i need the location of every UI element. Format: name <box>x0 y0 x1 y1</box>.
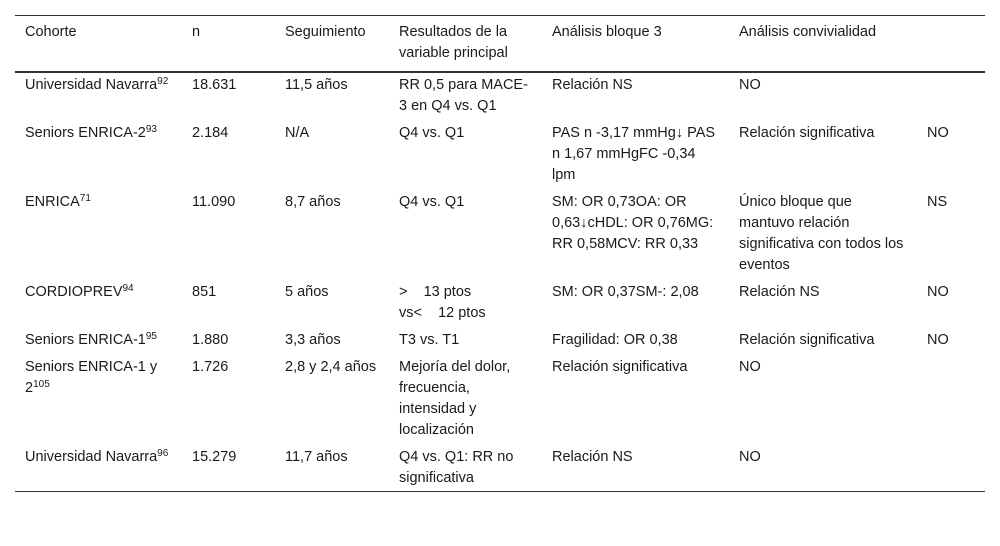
cohort-name: Universidad Navarra <box>25 77 158 93</box>
cell-n: 851 <box>192 284 217 300</box>
cohort-name: Seniors ENRICA-2 <box>25 125 146 141</box>
cell-follow: 11,5 años <box>285 77 348 93</box>
cohort-ref: 71 <box>79 193 91 204</box>
cell-block3: Relación NS <box>552 449 633 465</box>
header-row <box>15 16 985 73</box>
table-row <box>15 443 985 492</box>
cell-conv: NO <box>739 359 761 375</box>
cell-conv: NO <box>739 77 761 93</box>
result-line-2: vs< 12 ptos <box>399 305 486 321</box>
cell-result: Q4 vs. Q1 <box>399 194 465 210</box>
cell-extra: NO <box>927 332 949 348</box>
header-convivialidad: Análisis convivialidad <box>739 24 877 40</box>
table-body <box>15 72 985 492</box>
cell-block3: SM: OR 0,73OA: OR 0,63↓cHDL: OR 0,76MG: RR 0,58MCV: RR 0,33 <box>552 194 714 252</box>
cell-follow: 8,7 años <box>285 194 341 210</box>
cohort-ref: 94 <box>122 283 134 294</box>
cell-n: 15.279 <box>192 449 237 465</box>
cell-result: Q4 vs. Q1 <box>399 125 465 141</box>
cell-extra: NS <box>927 194 948 210</box>
cell-cohort <box>15 353 182 443</box>
cell-conv: NO <box>739 449 761 465</box>
cell-result: RR 0,5 para MACE-3 en Q4 vs. Q1 <box>399 77 528 114</box>
header-extra <box>917 16 985 73</box>
cell-conv: Único bloque que mantuvo relación significativa con todos los eventos <box>739 194 904 273</box>
cohort-name: CORDIOPREV <box>25 284 123 300</box>
cell-conv: Relación NS <box>739 284 820 300</box>
cell-n: 2.184 <box>192 125 229 141</box>
result-line-1: > 13 ptos <box>399 284 472 300</box>
header-resultados: Resultados de la variable principal <box>399 24 508 61</box>
cell-cohort <box>15 188 182 278</box>
cell-extra <box>917 72 985 119</box>
cell-conv: Relación significativa <box>739 125 875 141</box>
cohort-results-table <box>15 15 985 492</box>
cell-result: Q4 vs. Q1: RR no significativa <box>399 449 514 486</box>
cell-follow: 11,7 años <box>285 449 348 465</box>
cell-block3: Relación significativa <box>552 359 688 375</box>
cell-cohort <box>15 72 182 119</box>
table-row <box>15 119 985 188</box>
cohort-ref: 105 <box>33 379 50 390</box>
cohort-ref: 93 <box>145 124 157 135</box>
header-cohorte: Cohorte <box>25 24 77 40</box>
cohort-name: Seniors ENRICA-1 y 2 <box>25 359 158 396</box>
cohort-ref: 96 <box>157 448 169 459</box>
cohort-name: ENRICA <box>25 194 80 210</box>
cell-cohort <box>15 278 182 326</box>
cell-block3: PAS n -3,17 mmHg↓ PAS n 1,67 mmHgFC -0,34 lpm <box>552 125 716 183</box>
cohort-name: Seniors ENRICA-1 <box>25 332 146 348</box>
cell-n: 1.726 <box>192 359 229 375</box>
cohort-ref: 95 <box>145 331 157 342</box>
cell-result: Mejoría del dolor, frecuencia, intensidad y localización <box>399 359 511 438</box>
cell-result: T3 vs. T1 <box>399 332 460 348</box>
cell-result <box>389 278 542 326</box>
table-header <box>15 16 985 73</box>
header-n: n <box>192 24 201 40</box>
cell-extra: NO <box>927 284 949 300</box>
table-row <box>15 72 985 119</box>
cell-block3: Relación NS <box>552 77 633 93</box>
results-table-container <box>15 15 985 492</box>
cell-extra <box>917 443 985 492</box>
cell-follow: N/A <box>285 125 310 141</box>
table-row <box>15 278 985 326</box>
cell-follow: 3,3 años <box>285 332 341 348</box>
header-seguimiento: Seguimiento <box>285 24 366 40</box>
cell-n: 1.880 <box>192 332 229 348</box>
cell-n: 11.090 <box>192 194 236 210</box>
cell-follow: 5 años <box>285 284 329 300</box>
table-row <box>15 188 985 278</box>
cell-n: 18.631 <box>192 77 237 93</box>
cell-block3: Fragilidad: OR 0,38 <box>552 332 678 348</box>
table-row <box>15 353 985 443</box>
header-bloque3: Análisis bloque 3 <box>552 24 662 40</box>
table-row <box>15 326 985 353</box>
cell-conv: Relación significativa <box>739 332 875 348</box>
cell-extra: NO <box>927 125 949 141</box>
cell-cohort <box>15 443 182 492</box>
cell-cohort <box>15 119 182 188</box>
cell-block3: SM: OR 0,37SM-: 2,08 <box>552 284 699 300</box>
cell-extra <box>917 353 985 443</box>
cell-cohort <box>15 326 182 353</box>
cohort-ref: 92 <box>157 76 169 87</box>
cell-follow: 2,8 y 2,4 años <box>285 359 377 375</box>
cohort-name: Universidad Navarra <box>25 449 158 465</box>
